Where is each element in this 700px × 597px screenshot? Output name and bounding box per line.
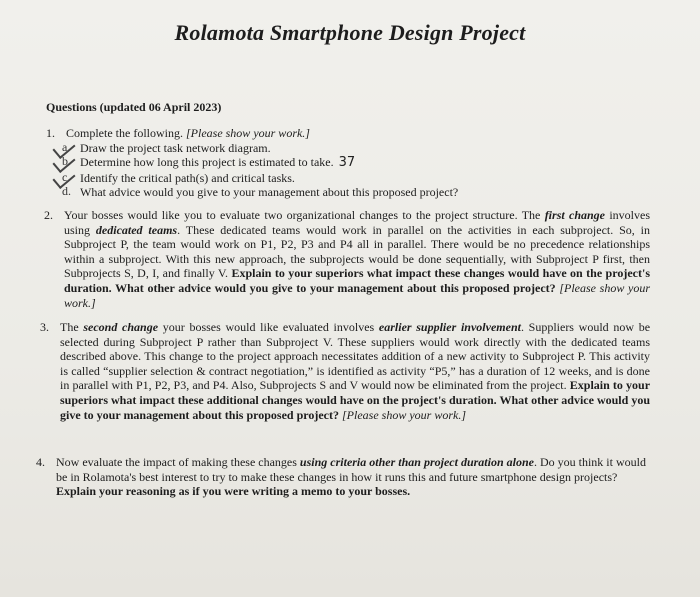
item-marker: c. [62,169,71,184]
item-marker: b. [62,154,71,169]
question-2-text: . These dedicated teams would work in parallel on the activities in each subproject. So, in Subproject P, the team would work on P1, P2, P3 and P4 all in parallel. There would be no precedence relationships within a subproject. With this new approach, the subprojects would be done sequentially, with Subproject P first, then Subprojects S, D, I, and finally V. [64,222,651,281]
question-4-number: 4. [36,455,45,469]
question-2-number: 2. [44,208,53,222]
question-2-note: [Please show your work.] [64,280,650,310]
question-4-prompt: Explain your reasoning as if you were writing a memo to your bosses. [56,484,411,499]
item-marker: d. [62,184,71,199]
item-text: Draw the project task network diagram. [80,140,271,155]
question-2 [44,208,651,310]
question-3-emphasis: second change [83,320,159,334]
question-3-note: [Please show your work.] [342,407,466,422]
question-1-lead: Complete the following. [66,126,183,140]
list-item [62,169,626,186]
question-1 [46,126,626,200]
question-4-emphasis: using criteria other than project duration alone [299,455,534,469]
question-2-text: involves using [64,208,651,237]
list-item [62,154,626,171]
questions-heading: Questions (updated 06 April 2023) [46,100,222,114]
list-item [62,184,626,200]
list-item [62,139,626,156]
question-3-text: The [60,320,79,334]
item-text: Determine how long this project is estimated to take. [80,155,334,170]
question-2-emphasis: dedicated teams [95,222,178,237]
question-3-text: your bosses would like evaluated involves [162,320,375,334]
question-1-number: 1. [46,126,55,140]
question-2-emphasis: first change [544,208,606,222]
question-2-prompt: Explain to your superiors what impact these changes would have on the project's duration. What other advice would you give to your management about this proposed project? [64,266,650,295]
question-4-text: Now evaluate the impact of making these changes [56,455,297,469]
question-4 [36,455,656,499]
question-3 [40,320,651,422]
item-text: Identify the critical path(s) and critical tasks. [80,170,295,185]
question-3-number: 3. [40,320,49,334]
question-4-text: . Do you think it would be in Rolamota's best interest to try to make these changes in how it runs this and future smartphone design projects? [56,455,646,484]
question-1-note: [Please show your work.] [185,126,310,140]
question-3-emphasis: earlier supplier involvement [378,320,521,334]
item-text: What advice would you give to your management about this proposed project? [80,185,459,200]
question-3-prompt: Explain to your superiors what impact these additional changes would have on the project's duration. What other advice would you give to your management about this proposed project? [60,378,651,422]
question-2-text: Your bosses would like you to evaluate two organizational changes to the project structure. The [64,208,541,222]
question-3-text: . Suppliers would now be selected during Subproject P rather than Subproject V. These suppliers would work directly with the dedicated teams described above. This change to the project approach necessitates addition of a new activity to Subproject P. This activity is called “supplier selection & contract negotiation,” is identified as activity “P5,” has a duration of 12 weeks, and is done in parallel with P1, P2, P3, and P4. Also, Subprojects S and V would now be eliminated from the project. [60,320,651,393]
document-title: Rolamota Smartphone Design Project [174,20,526,45]
item-marker: a. [62,139,71,154]
handwritten-answer: 37 [338,155,356,171]
